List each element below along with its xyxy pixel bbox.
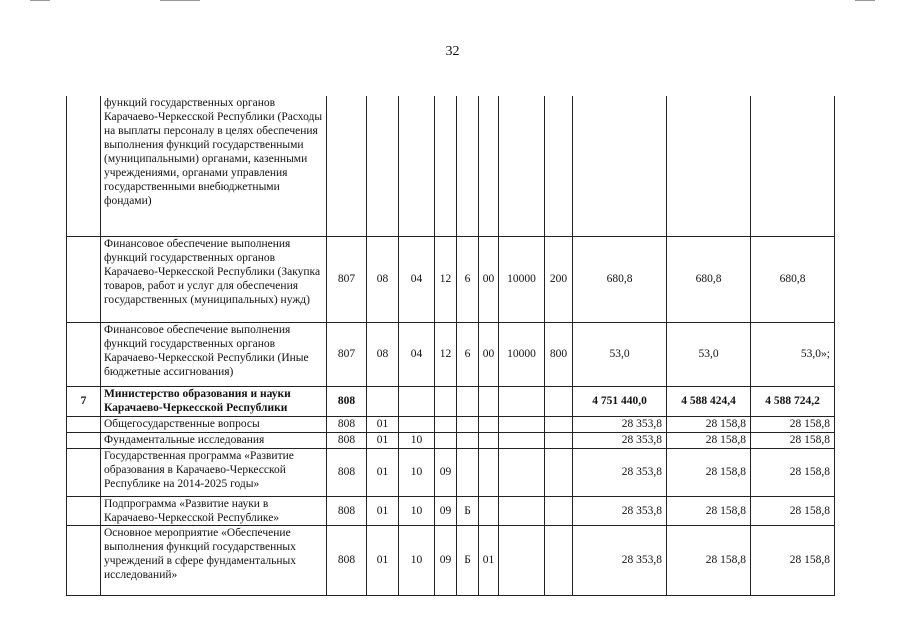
code-cell: 808: [327, 496, 367, 525]
item-name-cell: Основное мероприятие «Обеспечение выполнения функций государственных учреждений в сфере фундаментальных исследований»: [101, 525, 327, 595]
row-number-cell: [67, 236, 101, 322]
code-cell: [457, 416, 479, 432]
table-row: [67, 496, 835, 525]
code-cell: 200: [545, 236, 573, 322]
code-cell: [499, 386, 545, 416]
item-name-cell: Фундаментальные исследования: [101, 432, 327, 448]
code-cell: Б: [457, 496, 479, 525]
code-cell: [545, 416, 573, 432]
amount-cell: 28 353,8: [573, 496, 667, 525]
item-name-cell: Общегосударственные вопросы: [101, 416, 327, 432]
code-cell: 01: [367, 416, 399, 432]
code-cell: 09: [435, 525, 457, 595]
amount-cell: 28 353,8: [573, 432, 667, 448]
code-cell: Б: [457, 525, 479, 595]
code-cell: 808: [327, 448, 367, 496]
table-row: [67, 96, 835, 236]
code-cell: 09: [435, 448, 457, 496]
item-name-cell: Финансовое обеспечение выполнения функций государственных органов Карачаево-Черкесской Республики (Закупка товаров, работ и услуг для обеспечения государственных (муниципальных) нужд): [101, 236, 327, 322]
code-cell: 10: [399, 496, 435, 525]
amount-cell: 680,8: [573, 236, 667, 322]
code-cell: [479, 386, 499, 416]
amount-cell: 28 158,8: [751, 416, 835, 432]
amount-cell: 4 588 424,4: [667, 386, 751, 416]
code-cell: [479, 416, 499, 432]
code-cell: [479, 432, 499, 448]
code-cell: 808: [327, 416, 367, 432]
code-cell: 807: [327, 236, 367, 322]
amount-cell: [751, 96, 835, 236]
code-cell: 808: [327, 525, 367, 595]
code-cell: [399, 416, 435, 432]
code-cell: [545, 96, 573, 236]
code-cell: [479, 96, 499, 236]
budget-table: [66, 96, 835, 596]
code-cell: 09: [435, 496, 457, 525]
code-cell: [499, 432, 545, 448]
code-cell: [435, 96, 457, 236]
item-name-cell: Подпрограмма «Развитие науки в Карачаево-Черкесской Республике»: [101, 496, 327, 525]
code-cell: [545, 386, 573, 416]
code-cell: [499, 448, 545, 496]
amount-cell: 28 158,8: [667, 448, 751, 496]
amount-cell: 28 158,8: [667, 416, 751, 432]
amount-cell: 28 353,8: [573, 416, 667, 432]
item-name-cell: функций государственных органов Карачаево-Черкесской Республики (Расходы на выплаты персоналу в целях обеспечения выполнения функций государственными (муниципальными) органами, казенными учреждениями, органами управления государственными внебюджетными фондами): [101, 96, 327, 236]
code-cell: [367, 96, 399, 236]
amount-cell: 680,8: [751, 236, 835, 322]
code-cell: 10000: [499, 236, 545, 322]
code-cell: 12: [435, 322, 457, 386]
amount-cell: 28 158,8: [667, 496, 751, 525]
amount-cell: 53,0»;: [751, 322, 835, 386]
code-cell: 01: [367, 496, 399, 525]
code-cell: 10: [399, 448, 435, 496]
code-cell: 04: [399, 236, 435, 322]
code-cell: 800: [545, 322, 573, 386]
table-row: [67, 525, 835, 595]
top-edge-rule-center: [160, 0, 200, 1]
code-cell: [545, 525, 573, 595]
code-cell: 807: [327, 322, 367, 386]
code-cell: [399, 96, 435, 236]
table-row: [67, 322, 835, 386]
amount-cell: [573, 96, 667, 236]
code-cell: [435, 432, 457, 448]
code-cell: [435, 416, 457, 432]
code-cell: [457, 96, 479, 236]
code-cell: 808: [327, 432, 367, 448]
code-cell: [457, 432, 479, 448]
top-edge-rule-right: [855, 0, 875, 1]
top-edge-rule-left: [30, 0, 50, 1]
page-number: 32: [445, 44, 460, 59]
amount-cell: 28 158,8: [667, 525, 751, 595]
code-cell: 08: [367, 322, 399, 386]
amount-cell: 53,0: [667, 322, 751, 386]
code-cell: [499, 96, 545, 236]
amount-cell: 28 158,8: [667, 432, 751, 448]
code-cell: [499, 525, 545, 595]
item-name-cell: Финансовое обеспечение выполнения функций государственных органов Карачаево-Черкесской Республики (Иные бюджетные ассигнования): [101, 322, 327, 386]
row-number-cell: [67, 496, 101, 525]
amount-cell: 28 158,8: [751, 525, 835, 595]
row-number-cell: [67, 416, 101, 432]
code-cell: [457, 386, 479, 416]
table-row: [67, 416, 835, 432]
row-number-cell: [67, 525, 101, 595]
amount-cell: 28 353,8: [573, 448, 667, 496]
code-cell: 01: [367, 525, 399, 595]
code-cell: 01: [367, 448, 399, 496]
code-cell: 6: [457, 322, 479, 386]
row-number-cell: [67, 322, 101, 386]
amount-cell: [667, 96, 751, 236]
row-number-cell: [67, 448, 101, 496]
code-cell: [545, 496, 573, 525]
code-cell: 00: [479, 322, 499, 386]
amount-cell: 4 588 724,2: [751, 386, 835, 416]
row-number-cell: [67, 432, 101, 448]
code-cell: 10: [399, 432, 435, 448]
amount-cell: 28 158,8: [751, 448, 835, 496]
row-number-cell: [67, 96, 101, 236]
amount-cell: 53,0: [573, 322, 667, 386]
amount-cell: 28 158,8: [751, 496, 835, 525]
code-cell: 04: [399, 322, 435, 386]
code-cell: [399, 386, 435, 416]
code-cell: [435, 386, 457, 416]
amount-cell: 4 751 440,0: [573, 386, 667, 416]
code-cell: [499, 496, 545, 525]
code-cell: 08: [367, 236, 399, 322]
code-cell: 00: [479, 236, 499, 322]
amount-cell: 28 353,8: [573, 525, 667, 595]
code-cell: 01: [367, 432, 399, 448]
row-number-cell: 7: [67, 386, 101, 416]
code-cell: 12: [435, 236, 457, 322]
code-cell: 10: [399, 525, 435, 595]
amount-cell: 28 158,8: [751, 432, 835, 448]
table-row: [67, 432, 835, 448]
code-cell: 808: [327, 386, 367, 416]
code-cell: [479, 496, 499, 525]
code-cell: [457, 448, 479, 496]
code-cell: [479, 448, 499, 496]
code-cell: 6: [457, 236, 479, 322]
table-row: [67, 236, 835, 322]
code-cell: [545, 432, 573, 448]
code-cell: [499, 416, 545, 432]
code-cell: [545, 448, 573, 496]
item-name-cell: Министерство образования и науки Карачаево-Черкесской Республики: [101, 386, 327, 416]
table-row: [67, 386, 835, 416]
code-cell: [367, 386, 399, 416]
code-cell: 10000: [499, 322, 545, 386]
code-cell: 01: [479, 525, 499, 595]
item-name-cell: Государственная программа «Развитие образования в Карачаево-Черкесской Республике на 2014-2025 годы»: [101, 448, 327, 496]
table-row: [67, 448, 835, 496]
amount-cell: 680,8: [667, 236, 751, 322]
code-cell: [327, 96, 367, 236]
